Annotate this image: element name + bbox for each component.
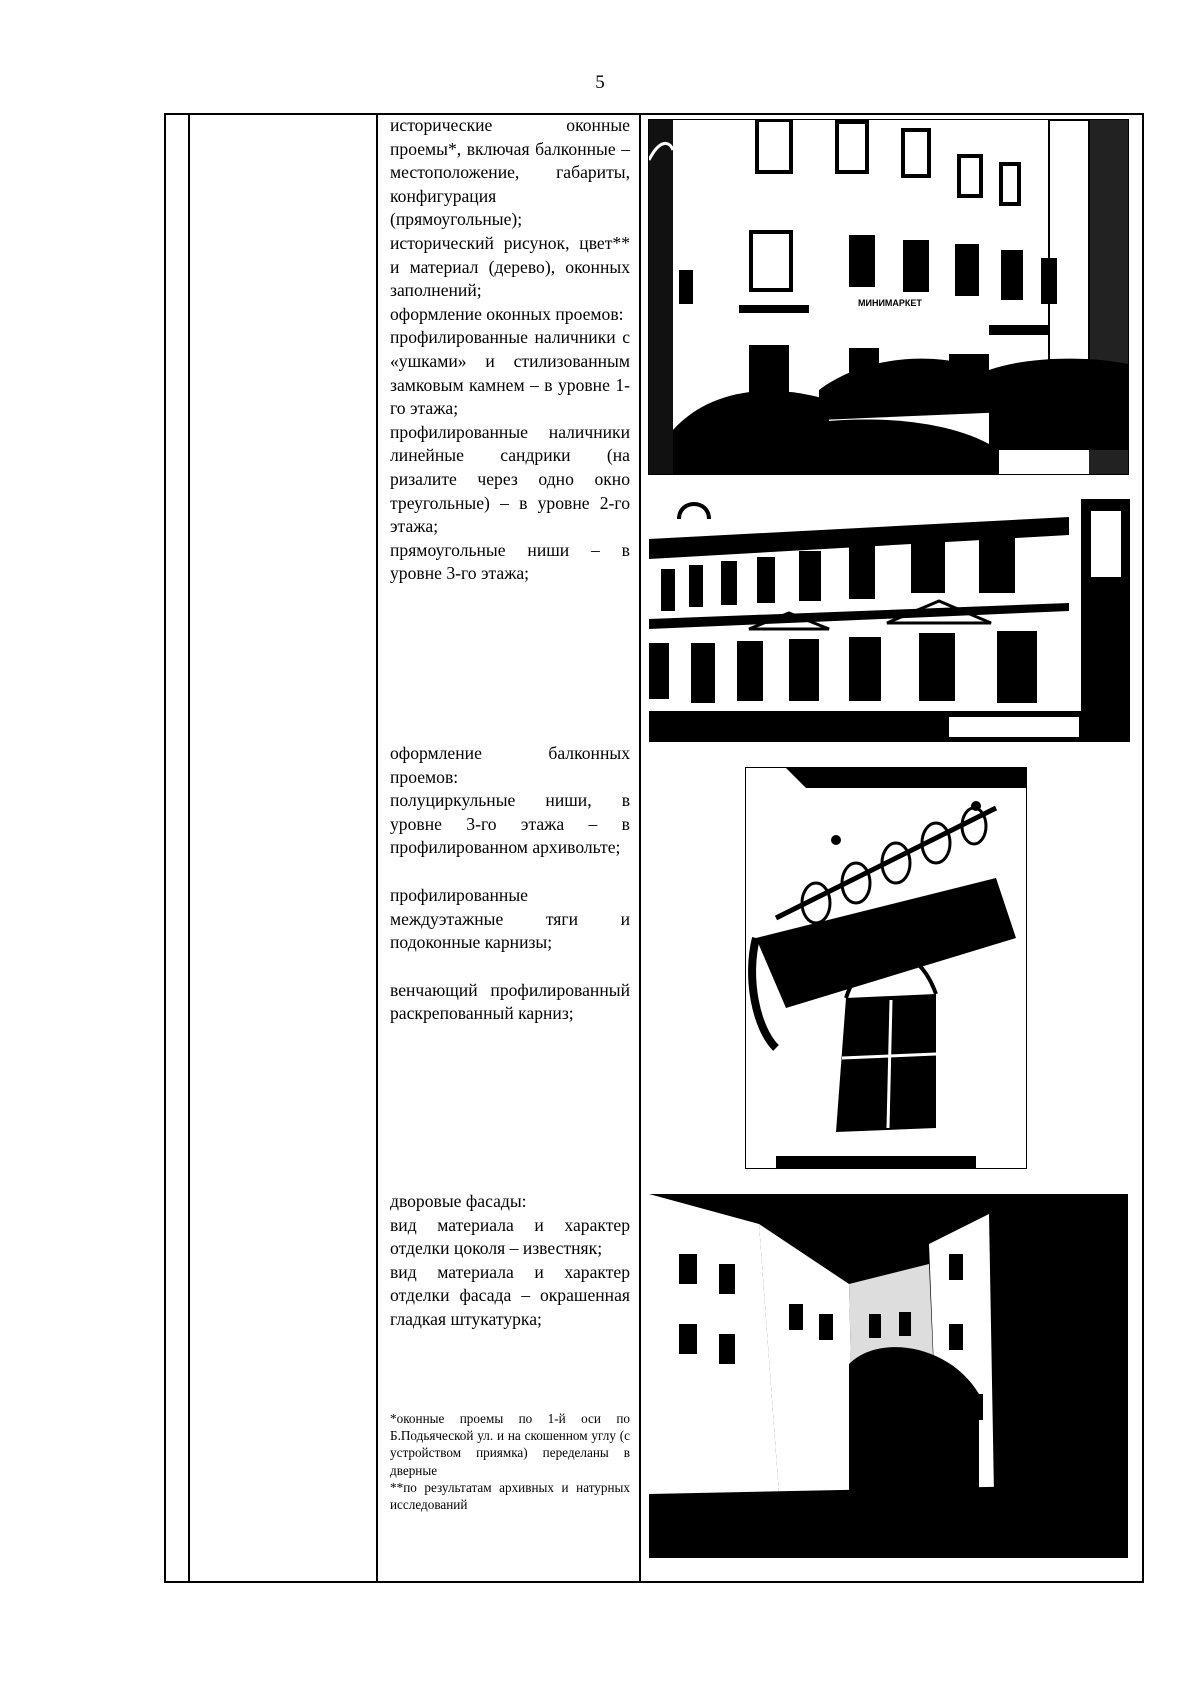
footnotes — [390, 1410, 630, 1513]
footnote: **по результатам архивных и натурных исследований — [390, 1479, 630, 1513]
table-border-right — [1142, 113, 1144, 1583]
facade-upper-floors-photo — [649, 499, 1130, 742]
paragraph: венчающий профилированный раскрепованный карниз; — [390, 979, 630, 1024]
footnote: *оконные проемы по 1-й оси по Б.Подьяческой ул. и на скошенном углу (с устройством приямка) переделаны в дверные — [390, 1411, 630, 1478]
paragraph: оформление оконных проемов: — [390, 303, 624, 324]
paragraph: исторический рисунок, цвет** и материал (дерево), оконных заполнений; — [390, 232, 630, 301]
table-top-border — [164, 113, 1144, 115]
paragraph: полуциркульные ниши, в уровне 3-го этажа – в профилированном архивольте; — [390, 790, 630, 858]
table-column-divider — [639, 113, 641, 1583]
table-border-left — [164, 113, 166, 1583]
courtyard-photo — [649, 1194, 1128, 1558]
paragraph: вид материала и характер отделки фасада – окрашенная гладкая штукатурка; — [390, 1261, 630, 1329]
paragraph: профилированные междуэтажные тяги и подоконные карнизы; — [390, 884, 630, 953]
page-number: 5 — [595, 72, 605, 93]
balcony-photo — [746, 768, 1026, 1168]
paragraph: дворовые фасады: — [390, 1191, 527, 1211]
text-block-windows — [390, 114, 630, 586]
shop-sign-text: МИНИМАРКЕТ — [858, 298, 922, 308]
paragraph: прямоугольные ниши – в уровне 3-го этажа; — [390, 539, 630, 584]
paragraph: исторические оконные проемы*, включая балконные – местоположение, габариты, конфигурация (прямоугольные); — [390, 115, 630, 230]
table-column-divider — [188, 113, 190, 1583]
paragraph: профилированные наличники линейные сандрики (на ризалите через одно окно треугольные) – в уровне 2-го этажа; — [390, 421, 630, 537]
paragraph: вид материала и характер отделки цоколя – известняк; — [390, 1214, 630, 1259]
facade-street-photo — [649, 120, 1128, 474]
paragraph: профилированные наличники с «ушками» и стилизованным замковым камнем – в уровне 1-го этажа; — [390, 327, 630, 419]
text-block-courtyard — [390, 1190, 630, 1332]
table-column-divider — [376, 113, 378, 1583]
paragraph: оформление балконных проемов: — [390, 743, 630, 787]
table-bottom-border — [164, 1581, 1144, 1583]
text-block-balconies — [390, 742, 630, 1026]
